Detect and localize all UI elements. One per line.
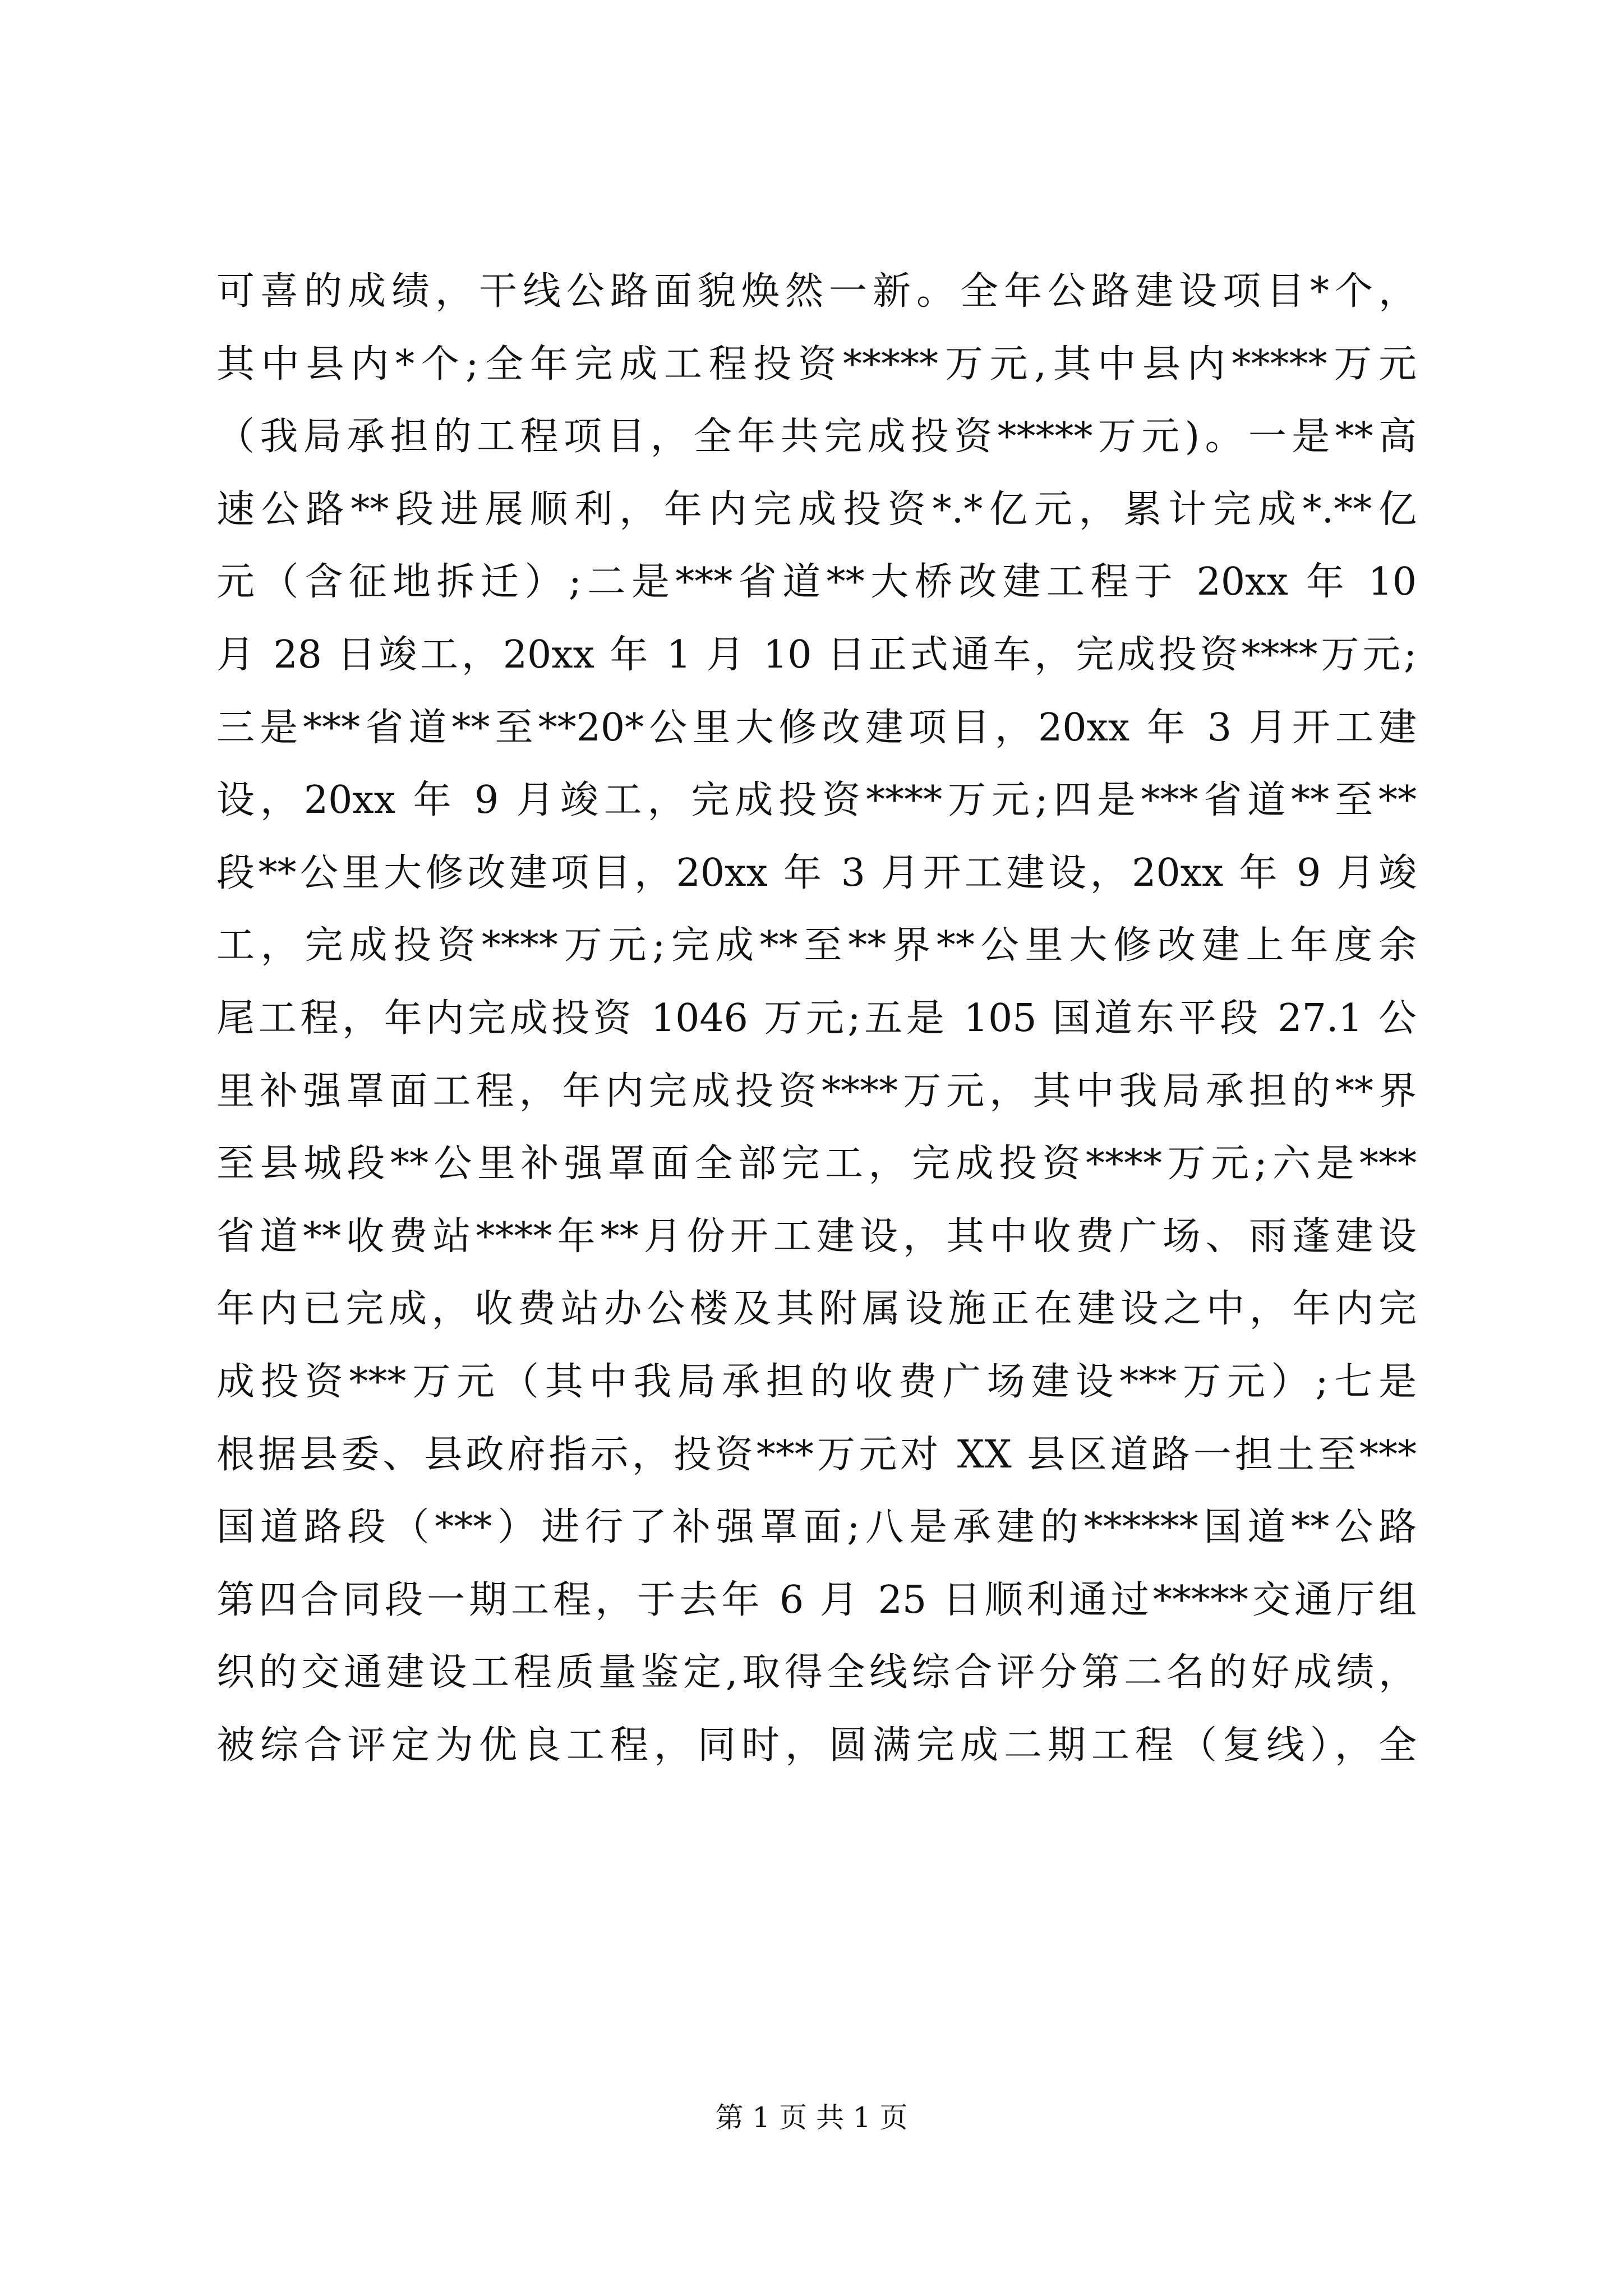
text-line: 被综合评定为优良工程，同时，圆满完成二期工程（复线），全 xyxy=(216,1723,1417,1768)
text-line: 省道**收费站****年**月份开工建设，其中收费广场、雨蓬建设 xyxy=(216,1214,1417,1259)
text-line: 成投资***万元（其中我局承担的收费广场建设***万元）;七是 xyxy=(216,1359,1417,1404)
text-line: 工，完成投资****万元;完成**至**界**公里大修改建上年度余 xyxy=(216,923,1417,968)
text-line: 元（含征地拆迁）;二是***省道**大桥改建工程于 20xx 年 10 xyxy=(216,560,1417,605)
text-line: 其中县内*个;全年完成工程投资*****万元,其中县内*****万元 xyxy=(216,342,1417,386)
text-line: （我局承担的工程项目，全年共完成投资*****万元)。一是**高 xyxy=(216,415,1417,459)
text-line: 段**公里大修改建项目，20xx 年 3 月开工建设，20xx 年 9 月竣 xyxy=(216,850,1417,895)
text-line: 国道路段（***）进行了补强罩面;八是承建的******国道**公路 xyxy=(216,1505,1417,1550)
page-number-label: 第 1 页 共 1 页 xyxy=(715,2101,908,2134)
text-line: 月 28 日竣工，20xx 年 1 月 10 日正式通车，完成投资****万元; xyxy=(216,632,1417,677)
page-footer xyxy=(0,2098,1623,2137)
text-line: 织的交通建设工程质量鉴定,取得全线综合评分第二名的好成绩， xyxy=(216,1650,1417,1695)
body-paragraph xyxy=(216,255,1417,1782)
text-line: 第四合同段一期工程，于去年 6 月 25 日顺利通过*****交通厅组 xyxy=(216,1577,1417,1622)
text-line: 至县城段**公里补强罩面全部完工，完成投资****万元;六是*** xyxy=(216,1142,1417,1186)
text-line: 三是***省道**至**20*公里大修改建项目，20xx 年 3 月开工建 xyxy=(216,705,1417,750)
text-line: 可喜的成绩，干线公路面貌焕然一新。全年公路建设项目*个， xyxy=(216,269,1417,314)
text-line: 里补强罩面工程，年内完成投资****万元，其中我局承担的**界 xyxy=(216,1069,1417,1114)
text-line: 设，20xx 年 9 月竣工，完成投资****万元;四是***省道**至** xyxy=(216,778,1417,823)
text-line: 速公路**段进展顺利，年内完成投资*.*亿元，累计完成*.**亿 xyxy=(216,487,1417,532)
text-line: 尾工程，年内完成投资 1046 万元;五是 105 国道东平段 27.1 公 xyxy=(216,996,1417,1041)
text-line: 根据县委、县政府指示，投资***万元对 XX 县区道路一担土至*** xyxy=(216,1432,1417,1477)
text-line: 年内已完成，收费站办公楼及其附属设施正在建设之中，年内完 xyxy=(216,1287,1417,1332)
